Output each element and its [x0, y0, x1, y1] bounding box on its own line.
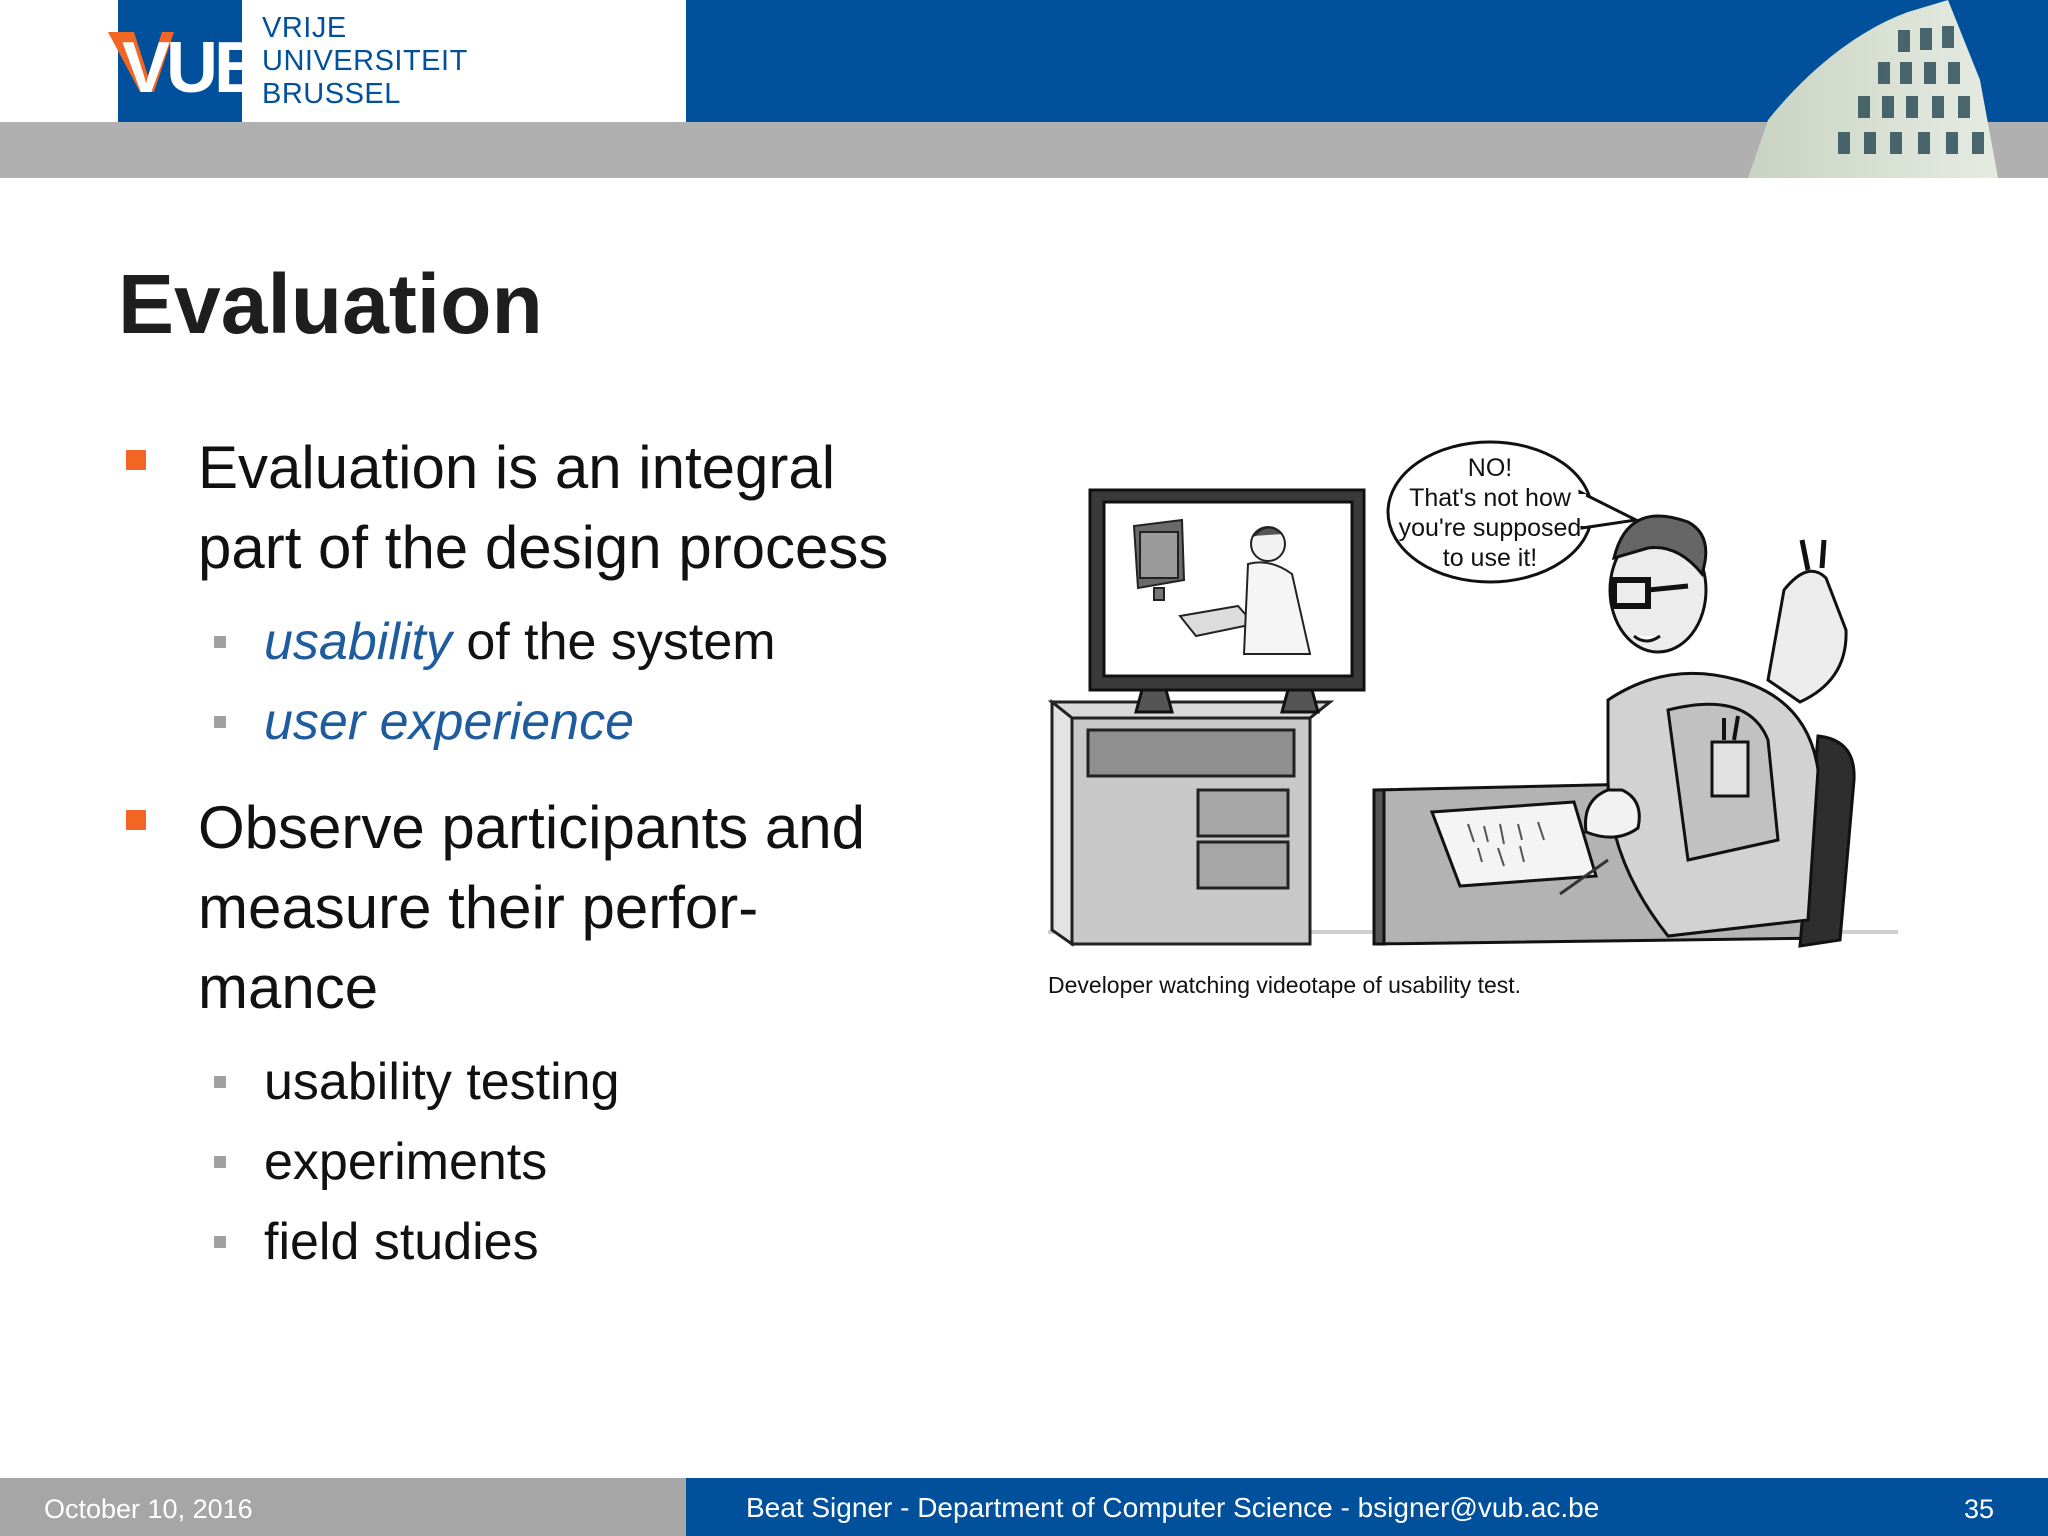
sub-bullet-text: of the system	[451, 613, 776, 671]
emphasis-user-experience: user experience	[264, 693, 634, 751]
logo-line-1: VRIJE	[262, 12, 347, 44]
logo-line-3: BRUSSEL	[262, 78, 401, 110]
sub-bullet-text: usability testing	[264, 1053, 620, 1111]
emphasis-usability: usability	[264, 613, 452, 671]
sub-bullet-text: field studies	[264, 1213, 539, 1271]
tv-cabinet	[1052, 702, 1330, 944]
cartoon-caption: Developer watching videotape of usability test.	[1048, 972, 1522, 998]
bullet-item-1	[118, 428, 1018, 588]
sub-bullet-square-icon	[214, 636, 226, 648]
bullet-1-line-1: Evaluation is an integral	[198, 434, 836, 501]
bullet-group-1	[118, 428, 1018, 762]
building-image	[1748, 0, 1998, 178]
sub-bullet-usability	[118, 602, 1018, 682]
bullet-square-icon	[126, 450, 146, 470]
footer-author: Beat Signer - Department of Computer Science - bsigner@vub.ac.be	[746, 1492, 1600, 1523]
bullet-2-line-3: mance	[198, 954, 379, 1021]
bullet-list	[118, 428, 1018, 1308]
sub-bullet-usability-testing	[118, 1042, 1018, 1122]
speech-line-2: That's not how	[1409, 484, 1571, 512]
sub-bullet-square-icon	[214, 1236, 226, 1248]
cartoon-illustration	[1048, 440, 1898, 960]
bullet-2-line-1: Observe participants and	[198, 794, 866, 861]
speech-line-1: NO!	[1467, 454, 1513, 482]
bullet-item-2	[118, 788, 1018, 1028]
sub-bullet-user-experience	[118, 682, 1018, 762]
sub-bullet-square-icon	[214, 1156, 226, 1168]
sub-bullet-field-studies	[118, 1202, 1018, 1282]
page-number: 35	[1964, 1494, 1995, 1524]
bullet-group-2	[118, 788, 1018, 1282]
logo-line-2: UNIVERSITEIT	[262, 45, 468, 77]
speech-line-4: to use it!	[1442, 544, 1538, 572]
bullet-square-icon	[126, 810, 146, 830]
sub-bullet-square-icon	[214, 1076, 226, 1088]
vub-logo-text: VUB	[122, 28, 263, 104]
sub-bullet-text: experiments	[264, 1133, 548, 1191]
bullet-2-line-2: measure their perfor-	[198, 874, 759, 941]
speech-line-3: you're supposed	[1398, 514, 1582, 542]
university-name	[262, 12, 468, 111]
sub-bullet-square-icon	[214, 716, 226, 728]
slide-title: Evaluation	[118, 257, 543, 351]
tv-monitor	[1090, 490, 1364, 712]
sub-bullet-experiments	[118, 1122, 1018, 1202]
bullet-1-line-2: part of the design process	[198, 514, 889, 581]
vub-logo-mark	[104, 20, 264, 104]
header-gray-stripe	[0, 122, 2048, 178]
footer-date: October 10, 2016	[44, 1494, 253, 1524]
